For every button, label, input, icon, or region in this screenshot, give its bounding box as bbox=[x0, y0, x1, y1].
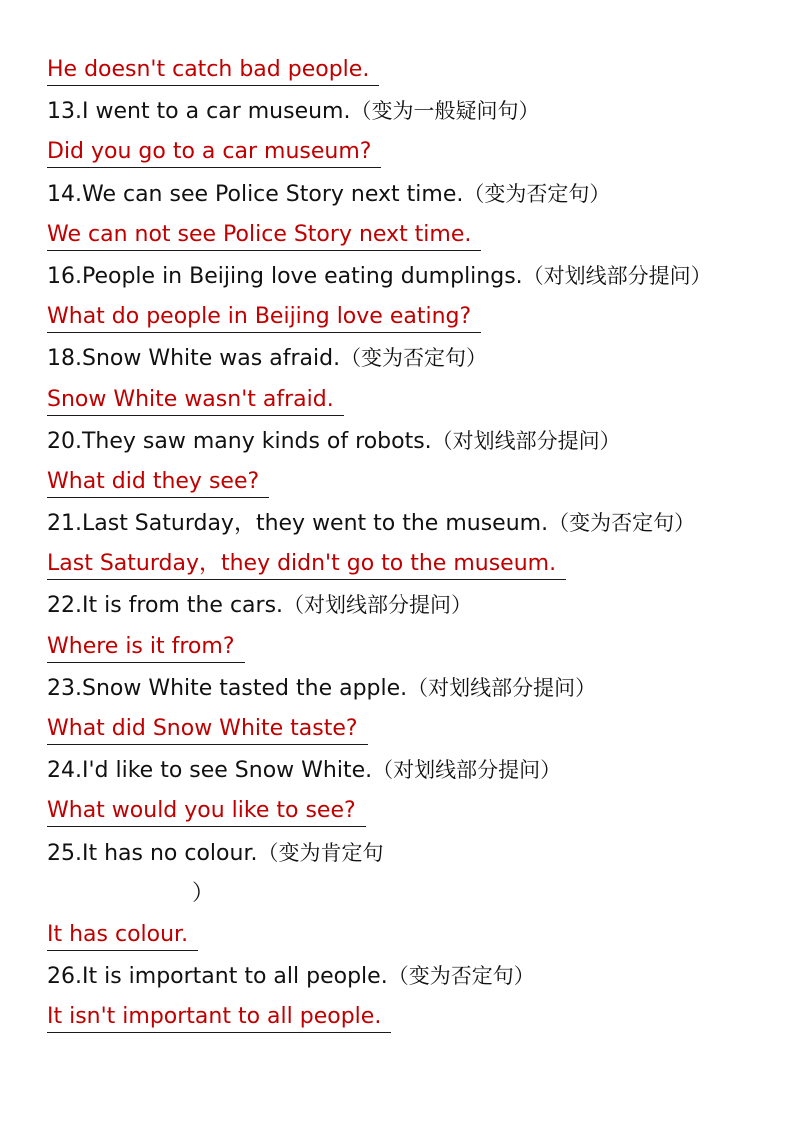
question-text: 14.We can see Police Story next time. bbox=[47, 181, 464, 207]
answer-line bbox=[47, 53, 767, 94]
question-line bbox=[47, 836, 767, 877]
answer-text: It has colour. bbox=[47, 920, 198, 951]
answer-text: We can not see Police Story next time. bbox=[47, 220, 481, 251]
question-hint: （变为肯定句 bbox=[257, 840, 384, 865]
question-text: 18.Snow White was afraid. bbox=[47, 346, 341, 372]
question-text: 25.It has no colour. bbox=[47, 840, 258, 866]
exercise-list bbox=[47, 53, 767, 1042]
answer-text: Snow White wasn't afraid. bbox=[47, 385, 344, 416]
answer-line bbox=[47, 218, 767, 259]
question-line bbox=[47, 753, 767, 794]
question-hint: （变为否定句） bbox=[387, 964, 535, 989]
question-hint: （对划线部分提问） bbox=[522, 263, 712, 288]
answer-text: Where is it from? bbox=[47, 632, 245, 663]
question-line bbox=[47, 94, 767, 135]
question-hint: （变为一般疑问句） bbox=[350, 99, 540, 124]
question-text: 21.Last Saturday，they went to the museum. bbox=[47, 511, 549, 537]
answer-text: What did they see? bbox=[47, 467, 269, 498]
answer-text: He doesn't catch bad people. bbox=[47, 55, 379, 86]
answer-line bbox=[47, 712, 767, 753]
answer-text: Did you go to a car museum? bbox=[47, 137, 381, 168]
question-text: 23.Snow White tasted the apple. bbox=[47, 675, 408, 701]
answer-text: Last Saturday，they didn't go to the museum. bbox=[47, 549, 566, 580]
answer-text: It isn't important to all people. bbox=[47, 1002, 391, 1033]
answer-line bbox=[47, 630, 767, 671]
answer-line bbox=[47, 135, 767, 176]
question-text: 20.They saw many kinds of robots. bbox=[47, 428, 432, 454]
question-line bbox=[47, 341, 767, 382]
question-line bbox=[47, 259, 767, 300]
answer-line bbox=[47, 383, 767, 424]
question-text: 26.It is important to all people. bbox=[47, 964, 388, 990]
question-hint: （对划线部分提问） bbox=[283, 593, 473, 618]
question-text: 16.People in Beijing love eating dumplings. bbox=[47, 263, 523, 289]
answer-line bbox=[47, 547, 767, 588]
answer-line bbox=[47, 300, 767, 341]
question-text: 24.I'd like to see Snow White. bbox=[47, 758, 373, 784]
question-line bbox=[47, 959, 767, 1000]
question-line bbox=[47, 671, 767, 712]
answer-line bbox=[47, 1000, 767, 1041]
question-line bbox=[47, 177, 767, 218]
answer-line bbox=[47, 794, 767, 835]
question-hint: （对划线部分提问） bbox=[372, 758, 562, 783]
answer-text: What would you like to see? bbox=[47, 796, 366, 827]
answer-text: What do people in Beijing love eating? bbox=[47, 302, 481, 333]
question-hint: （对划线部分提问） bbox=[431, 428, 621, 453]
question-line bbox=[47, 424, 767, 465]
question-hint-continuation bbox=[47, 877, 767, 918]
answer-line bbox=[47, 918, 767, 959]
answer-line bbox=[47, 465, 767, 506]
question-text: 22.It is from the cars. bbox=[47, 593, 284, 619]
question-hint: （变为否定句） bbox=[340, 346, 488, 371]
question-hint-close: ） bbox=[192, 880, 215, 906]
answer-text: What did Snow White taste? bbox=[47, 714, 368, 745]
question-line bbox=[47, 506, 767, 547]
question-hint: （变为否定句） bbox=[463, 181, 611, 206]
question-line bbox=[47, 588, 767, 629]
question-hint: （变为否定句） bbox=[548, 511, 696, 536]
question-hint: （对划线部分提问） bbox=[407, 675, 597, 700]
question-text: 13.I went to a car museum. bbox=[47, 99, 351, 125]
